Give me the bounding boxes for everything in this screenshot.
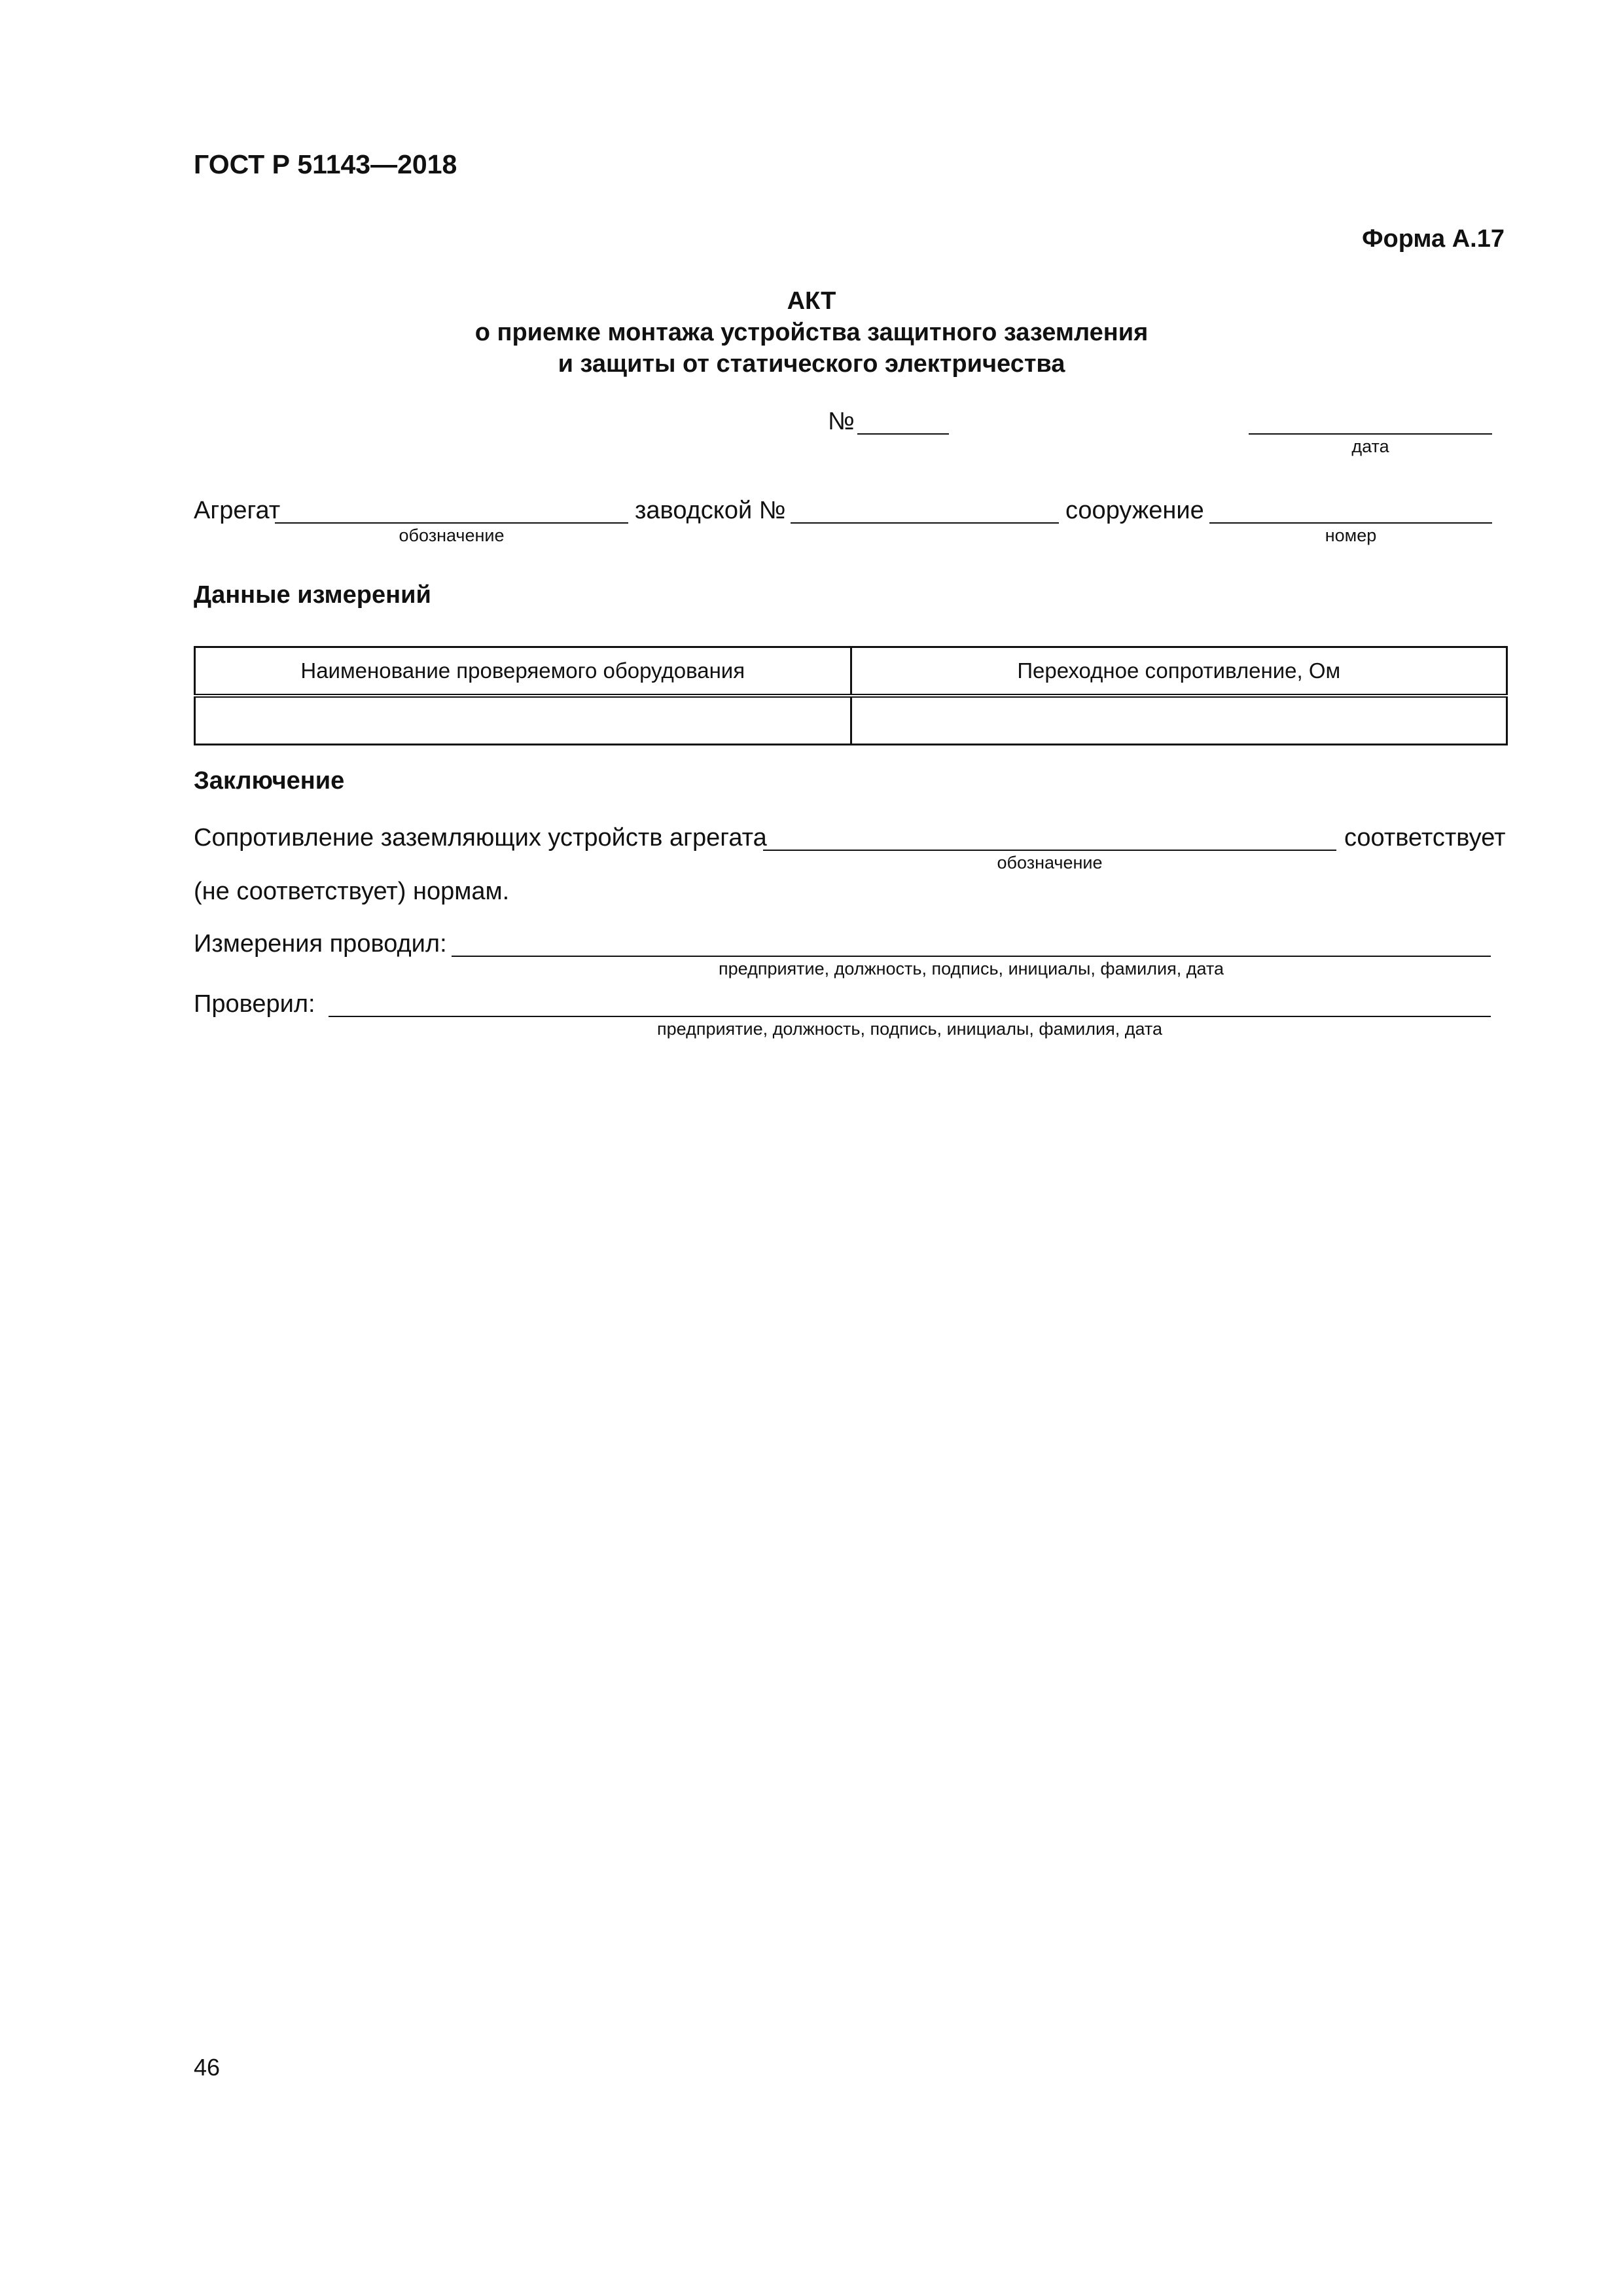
structure-number-caption: номер [1325, 526, 1377, 545]
checked-by-field[interactable] [329, 1016, 1491, 1017]
page-number: 46 [194, 2054, 221, 2081]
column-header-equipment: Наименование проверяемого оборудования [195, 647, 851, 696]
serial-number-field[interactable] [791, 522, 1059, 524]
unit-label: Агрегат [194, 497, 281, 524]
checked-by-caption: предприятие, должность, подпись, инициалы, фамилия, дата [657, 1019, 1162, 1039]
table-row [195, 696, 1507, 745]
serial-number-label: заводской № [635, 497, 786, 524]
conclusion-unit-field[interactable] [763, 850, 1336, 851]
structure-number-field[interactable] [1209, 522, 1492, 524]
conclusion-unit-caption: обозначение [997, 853, 1103, 872]
checked-by-label: Проверил: [194, 990, 315, 1018]
column-header-resistance: Переходное сопротивление, Ом [851, 647, 1507, 696]
form-id: Форма А.17 [1362, 225, 1505, 253]
title-line-2: о приемке монтажа устройства защитного заземления [474, 319, 1149, 346]
measurements-table [194, 646, 1508, 745]
act-date-caption: дата [1351, 437, 1389, 456]
resistance-value-cell[interactable] [851, 696, 1507, 745]
measured-by-field[interactable] [452, 956, 1491, 957]
title-line-1: АКТ [787, 287, 836, 315]
measured-by-caption: предприятие, должность, подпись, инициалы, фамилия, дата [719, 959, 1224, 978]
act-number-label: № [828, 408, 855, 435]
conclusion-heading: Заключение [194, 767, 345, 795]
structure-label: сооружение [1065, 497, 1204, 524]
act-number-field[interactable] [857, 433, 949, 435]
title-line-3: и защиты от статического электричества [558, 350, 1065, 378]
conclusion-line-1-end: соответствует [1344, 824, 1506, 852]
measurements-heading: Данные измерений [194, 581, 431, 609]
conclusion-line-1-start: Сопротивление заземляющих устройств агрегата [194, 824, 767, 852]
unit-designation-caption: обозначение [399, 526, 505, 545]
conclusion-line-2: (не соответствует) нормам. [194, 878, 510, 905]
measured-by-label: Измерения проводил: [194, 930, 447, 958]
document-title [0, 285, 1623, 380]
standard-code: ГОСТ Р 51143—2018 [194, 149, 457, 179]
act-date-field[interactable] [1249, 433, 1492, 435]
unit-designation-field[interactable] [275, 522, 628, 524]
table-header-row [195, 647, 1507, 696]
equipment-name-cell[interactable] [195, 696, 851, 745]
